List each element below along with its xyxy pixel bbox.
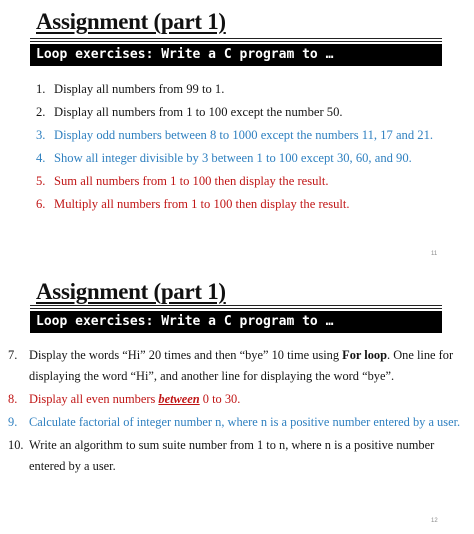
item-number: 3.: [36, 128, 46, 142]
item-text: Display all numbers from 99 to 1.: [54, 82, 225, 96]
slide-2: [0, 267, 474, 534]
exercise-item: [36, 172, 433, 195]
exercise-banner: Loop exercises: Write a C program to …: [30, 311, 442, 333]
item-text: Calculate factorial of integer number n, where n is a positive number entered by a user.: [29, 415, 461, 429]
page-number: 12: [431, 518, 438, 524]
item-text: Show all integer divisible by 3 between 1 to 100 except 30, 60, and 90.: [54, 151, 412, 165]
title-rule: [30, 308, 442, 309]
item-text: Display all numbers from 1 to 100 except the number 50.: [54, 105, 343, 119]
title-rule: [30, 41, 442, 42]
item-text: [29, 389, 467, 410]
exercise-item: [36, 103, 433, 126]
item-text-after: . One line for displaying the word “Hi”, and another line for displaying the word “bye”.: [29, 348, 454, 383]
item-number: 4.: [36, 151, 46, 165]
exercise-list: [8, 345, 470, 479]
item-number: 5.: [36, 174, 46, 188]
item-number: 8.: [8, 392, 18, 406]
item-text-before: Display the words “Hi” 20 times and then “bye” 10 time using: [29, 348, 343, 362]
exercise-item: [8, 412, 470, 433]
exercise-item: [8, 345, 470, 387]
exercise-item: [36, 126, 433, 149]
slide-title: Assignment (part 1): [36, 279, 226, 304]
exercise-item: [36, 80, 433, 103]
item-text: Multiply all numbers from 1 to 100 then display the result.: [54, 197, 350, 211]
item-text: Sum all numbers from 1 to 100 then display the result.: [54, 174, 329, 188]
slide-title: Assignment (part 1): [36, 9, 226, 34]
item-text-bold: For loop: [342, 348, 388, 362]
page-number: 11: [431, 251, 438, 257]
item-number: 2.: [36, 105, 46, 119]
item-number: 6.: [36, 197, 46, 211]
exercise-item: [36, 195, 433, 218]
title-rule: [30, 38, 442, 39]
exercise-banner: Loop exercises: Write a C program to …: [30, 44, 442, 66]
item-number: 1.: [36, 82, 46, 96]
item-text-after: 0 to 30.: [199, 392, 241, 406]
item-number: 7.: [8, 348, 18, 362]
title-rule: [30, 305, 442, 306]
item-text-before: Display all even numbers: [29, 392, 159, 406]
item-text: Display odd numbers between 8 to 1000 except the numbers 11, 17 and 21.: [54, 128, 434, 142]
exercise-item: [8, 435, 470, 477]
item-text: Write an algorithm to sum suite number from 1 to n, where n is a positive number entered by a user.: [29, 438, 435, 473]
exercise-item: [8, 389, 470, 410]
item-text-emphasis: between: [158, 392, 200, 406]
item-text: [29, 345, 467, 387]
exercise-list: [36, 80, 433, 218]
item-number: 9.: [8, 415, 18, 429]
exercise-item: [36, 149, 433, 172]
item-number: 10.: [8, 438, 24, 452]
